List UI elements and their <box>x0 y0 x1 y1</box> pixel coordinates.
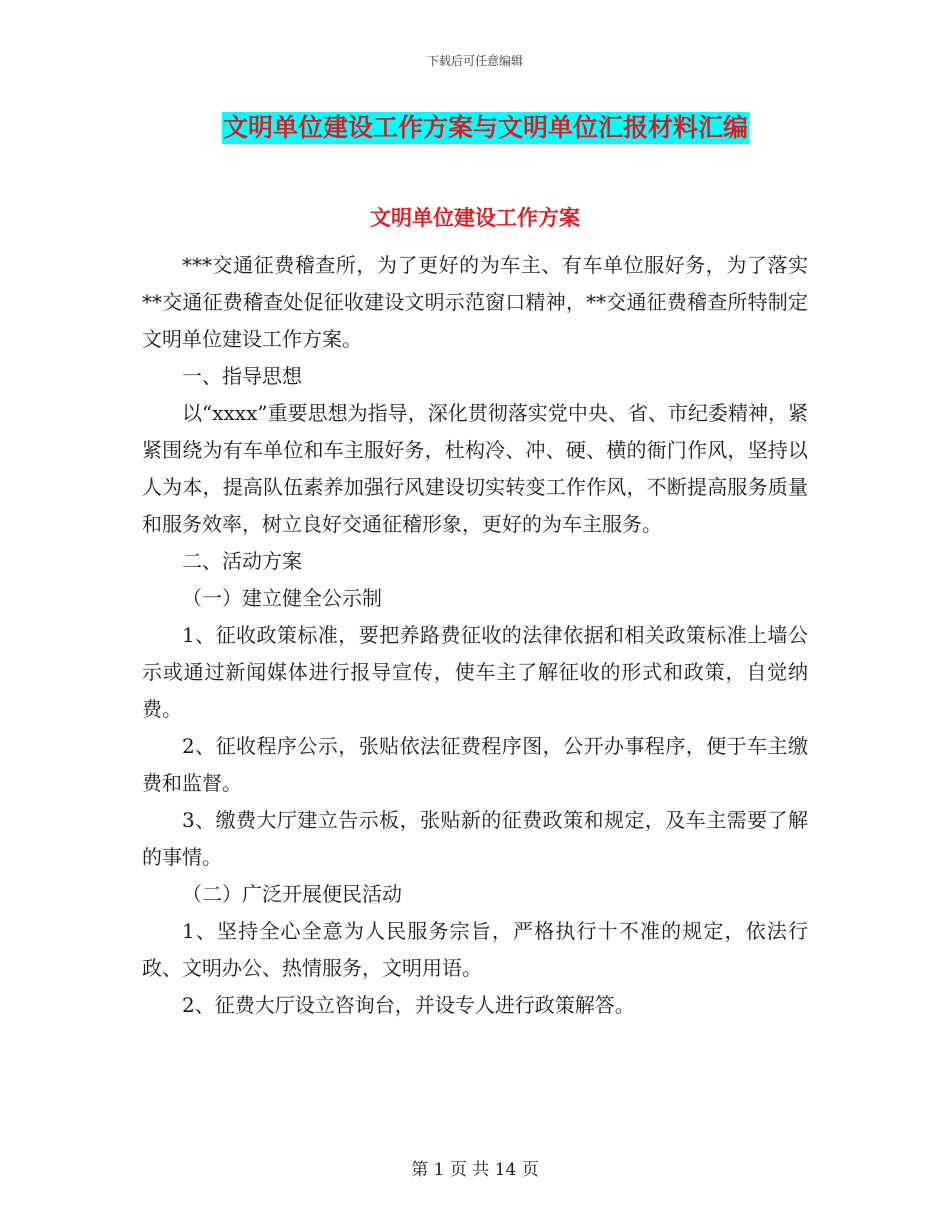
document-body <box>142 247 808 1024</box>
subsection-heading-public-notice: （一）建立健全公示制 <box>182 586 382 610</box>
list-item: 1、坚持全心全意为人民服务宗旨，严格执行十不准的规定，依法行政、文明办公、热情服务，文明用语。 <box>142 919 808 980</box>
intro-paragraph: ***交通征费稽查所，为了更好的为车主、有车单位服好务，为了落实**交通征费稽查处促征收建设文明示范窗口精神，**交通征费稽查所特制定文明单位建设工作方案。 <box>142 253 808 351</box>
subsection-heading-convenience: （二）广泛开展便民活动 <box>182 882 402 906</box>
list-item: 2、征费大厅设立咨询台，并设专人进行政策解答。 <box>182 993 635 1017</box>
list-item: 3、缴费大厅建立告示板，张贴新的征费政策和规定，及车主需要了解的事情。 <box>142 808 808 869</box>
section-heading-guiding-ideology: 一、指导思想 <box>182 364 302 388</box>
header-note: 下载后可任意编辑 <box>426 54 523 68</box>
section-title: 文明单位建设工作方案 <box>370 205 580 230</box>
section-heading-activity-plan: 二、活动方案 <box>182 549 302 573</box>
guiding-ideology-paragraph: 以“xxxx”重要思想为指导，深化贯彻落实党中央、省、市纪委精神，紧紧围绕为有车单位和车主服好务，杜构冷、冲、硬、横的衙门作风，坚持以人为本，提高队伍素养加强行风建设切实转变工作作风，不断提高服务质量和服务效率，树立良好交通征稽形象，更好的为车主服务。 <box>142 401 808 536</box>
document-main-title: 文明单位建设工作方案与文明单位汇报材料汇编 <box>223 113 749 142</box>
list-item: 2、征收程序公示，张贴依法征费程序图，公开办事程序，便于车主缴费和监督。 <box>142 734 808 795</box>
list-item: 1、征收政策标准，要把养路费征收的法律依据和相关政策标准上墙公示或通过新闻媒体进行报导宣传，使车主了解征收的形式和政策，自觉纳费。 <box>142 623 808 721</box>
page-number: 第 1 页 共 14 页 <box>411 1160 539 1180</box>
